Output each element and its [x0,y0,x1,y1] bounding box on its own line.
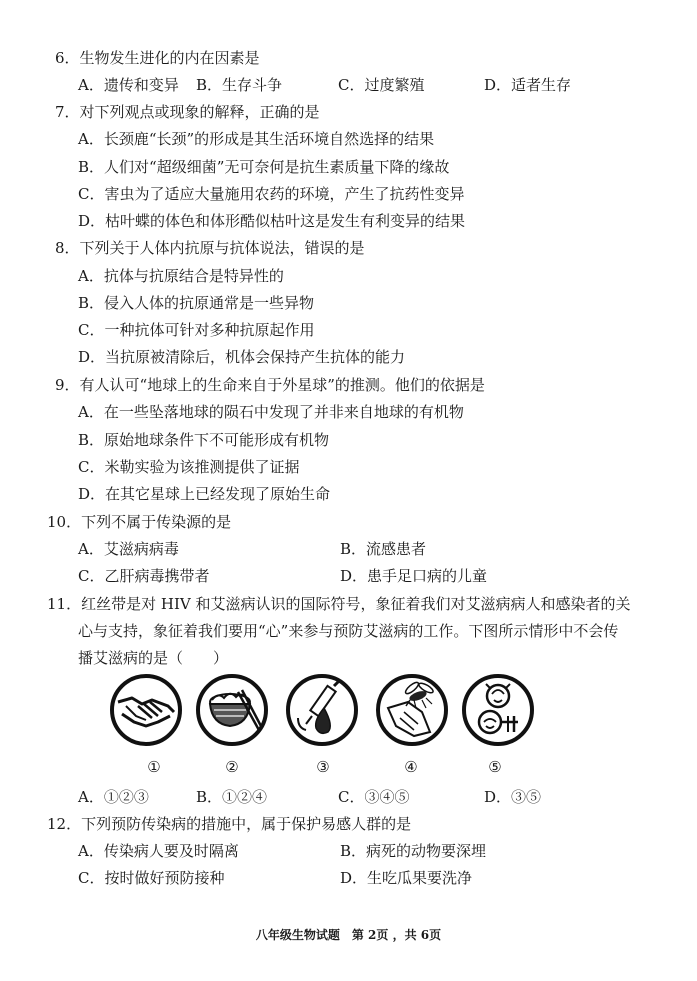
option-d: D．③⑤ [484,788,542,806]
option-c: C．过度繁殖 [338,76,425,94]
option-c: C．③④⑤ [338,788,410,806]
option-b: B．①②④ [196,788,268,806]
mosquito-bite-icon [374,672,450,748]
option-b: B．原始地球条件下不可能形成有机物 [78,431,330,449]
option-d: D．当抗原被清除后，机体会保持产生抗体的能力 [78,348,406,366]
question-stem-line: 播艾滋病的是（ ） [78,649,229,667]
option-a: A．抗体与抗原结合是特异性的 [78,267,284,285]
question-11: 11．红丝带是对 HIV 和艾滋病认识的国际符号，象征着我们对艾滋病病人和感染者的关 [47,595,631,613]
question-9: 9．有人认可“地球上的生命来自于外星球”的推测。他们的依据是 [55,376,485,394]
option-a: A．艾滋病病毒 [78,540,179,558]
question-10: 10．下列不属于传染源的是 [47,513,232,531]
question-stem: 下列不属于传染源的是 [81,513,232,531]
question-stem: 下列预防传染病的措施中，属于保护易感人群的是 [81,815,412,833]
option-d: D．患手足口病的儿童 [340,567,488,585]
question-7: 7．对下列观点或现象的解释，正确的是 [55,103,320,121]
figure-label: ① [147,758,161,776]
question-12: 12．下列预防传染病的措施中，属于保护易感人群的是 [47,815,412,833]
option-b: B．侵入人体的抗原通常是一些异物 [78,294,315,312]
question-stem-line: 红丝带是对 HIV 和艾滋病认识的国际符号，象征着我们对艾滋病病人和感染者的关 [81,595,631,613]
question-stem-line: 心与支持，象征着我们要用“心”来参与预防艾滋病的工作。下图所示情形中不会传 [78,622,619,640]
option-a: A．长颈鹿“长颈”的形成是其生活环境自然选择的结果 [78,130,435,148]
handshake-icon [108,672,184,748]
mother-child-icon [460,672,536,748]
page-footer: 八年级生物试题 第 2页 ，共 6页 [255,928,442,942]
figure-label: ④ [404,758,418,776]
question-stem: 生物发生进化的内在因素是 [79,49,260,67]
option-a: A．在一些坠落地球的陨石中发现了并非来自地球的有机物 [78,403,464,421]
option-c: C．按时做好预防接种 [78,869,225,887]
question-6: 6．生物发生进化的内在因素是 [55,49,260,67]
question-stem: 下列关于人体内抗原与抗体说法，错误的是 [79,239,365,257]
figure-label: ⑤ [488,758,502,776]
option-d: D．在其它星球上已经发现了原始生命 [78,485,331,503]
option-a: A．①②③ [78,788,149,806]
syringe-blood-icon [284,672,360,748]
option-b: B．人们对“超级细菌”无可奈何是抗生素质量下降的缘故 [78,158,450,176]
option-d: D．生吃瓜果要洗净 [340,869,473,887]
question-8: 8．下列关于人体内抗原与抗体说法，错误的是 [55,239,365,257]
option-a: A．传染病人要及时隔离 [78,842,239,860]
question-stem: 有人认可“地球上的生命来自于外星球”的推测。他们的依据是 [79,376,485,394]
option-c: C．米勒实验为该推测提供了证据 [78,458,300,476]
option-b: B．病死的动物要深埋 [340,842,487,860]
figure-label: ③ [316,758,330,776]
option-a: A．遗传和变异 [78,76,179,94]
option-d: D．适者生存 [484,76,572,94]
option-d: D．枯叶蝶的体色和体形酷似枯叶这是发生有利变异的结果 [78,212,466,230]
option-c: C．乙肝病毒携带者 [78,567,210,585]
option-c: C．一种抗体可针对多种抗原起作用 [78,321,315,339]
option-b: B．流感患者 [340,540,427,558]
option-c: C．害虫为了适应大量施用农药的环境，产生了抗药性变异 [78,185,465,203]
figure-row [108,672,538,752]
option-b: B．生存斗争 [196,76,283,94]
shared-bowl-chopsticks-icon [194,672,270,748]
figure-label: ② [225,758,239,776]
question-stem: 对下列观点或现象的解释，正确的是 [79,103,320,121]
